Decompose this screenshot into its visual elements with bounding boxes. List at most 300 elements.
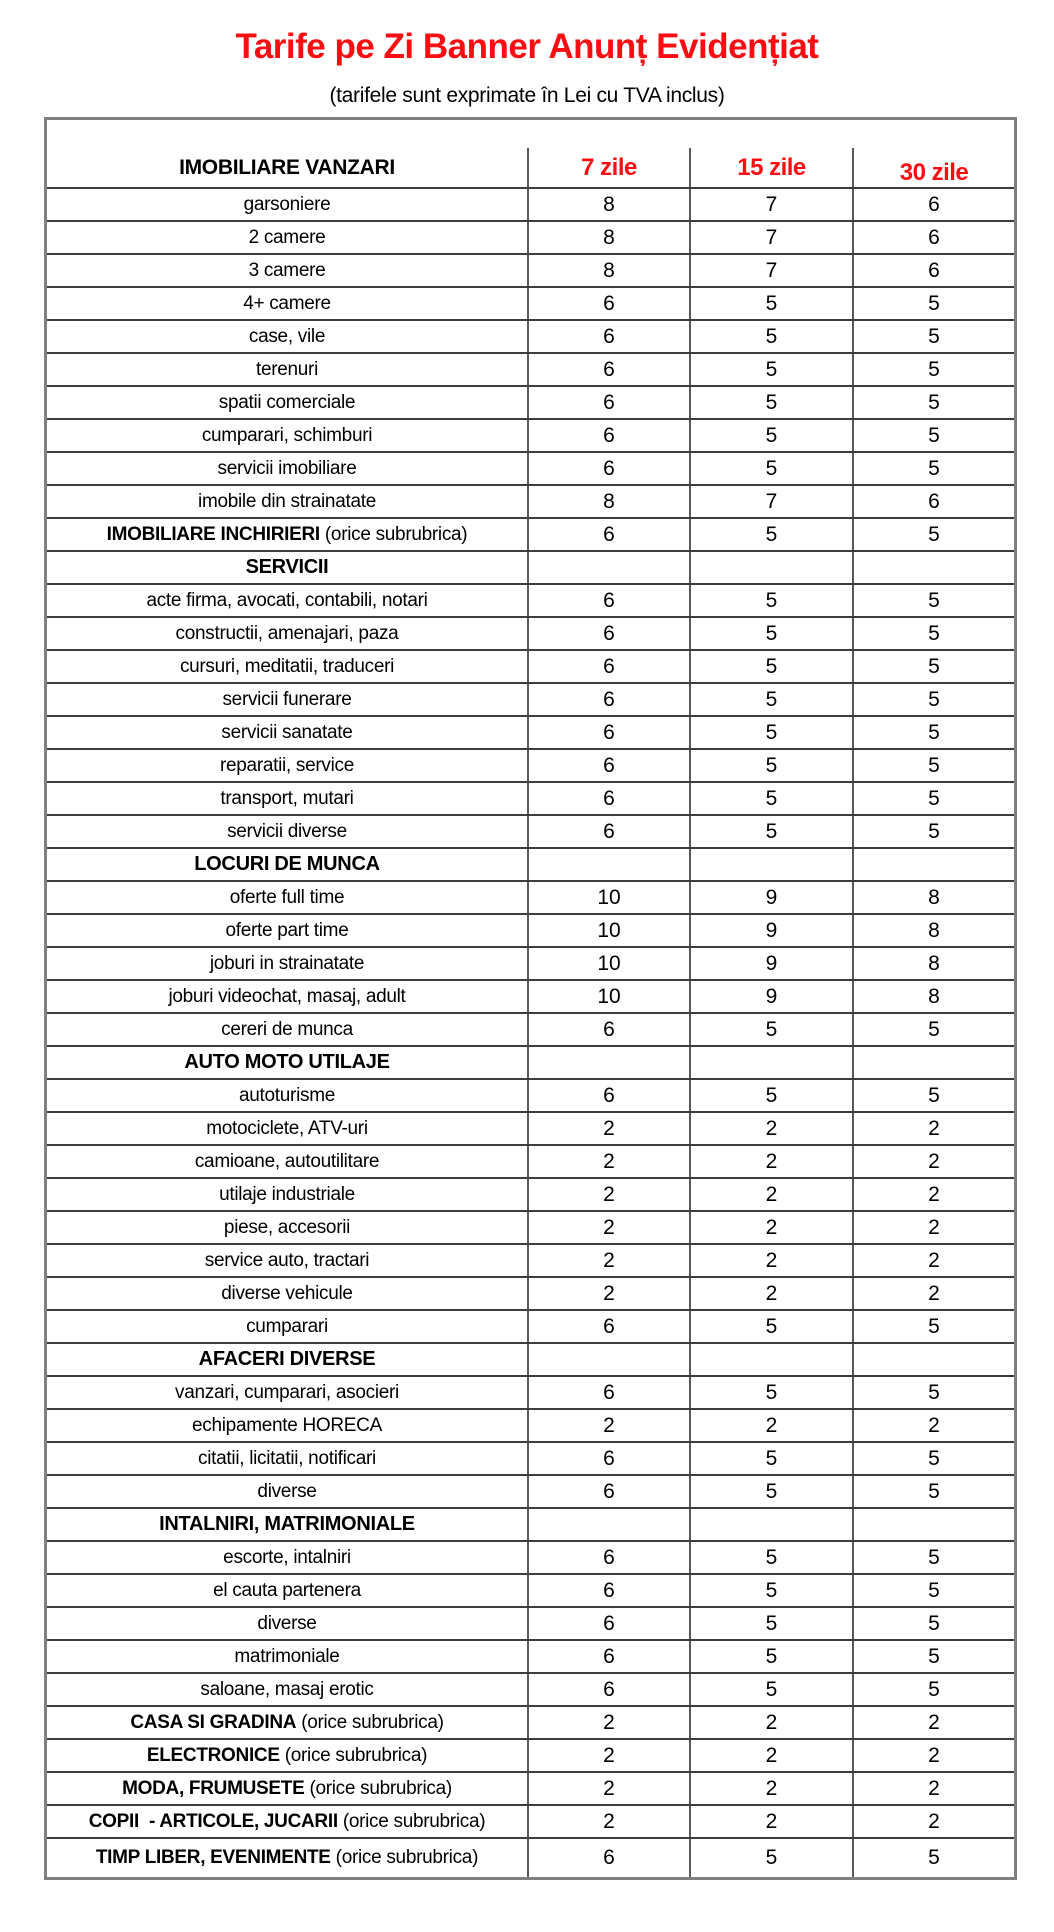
- price-15-zile: 5: [689, 1575, 852, 1606]
- row-label: [47, 915, 527, 946]
- price-7-zile: 8: [527, 222, 689, 253]
- table-body: [47, 187, 1014, 1877]
- price-30-zile: 8: [852, 948, 1014, 979]
- price-7-zile: [527, 1047, 689, 1078]
- header-col-30-zile: 30 zile: [852, 148, 1014, 187]
- table-row: [47, 1573, 1014, 1606]
- row-label: [47, 1839, 527, 1877]
- price-30-zile: 6: [852, 189, 1014, 220]
- row-label: [47, 486, 527, 517]
- price-15-zile: 5: [689, 1641, 852, 1672]
- row-label-main: echipamente HORECA: [192, 1414, 382, 1436]
- price-15-zile: 9: [689, 948, 852, 979]
- row-label-main: servicii diverse: [227, 820, 347, 842]
- price-30-zile: 5: [852, 1476, 1014, 1507]
- price-30-zile: 5: [852, 717, 1014, 748]
- price-30-zile: 5: [852, 288, 1014, 319]
- price-30-zile: 5: [852, 1080, 1014, 1111]
- price-15-zile: 7: [689, 486, 852, 517]
- row-label-main: citatii, licitatii, notificari: [198, 1447, 376, 1469]
- price-7-zile: 6: [527, 651, 689, 682]
- row-label: [47, 1542, 527, 1573]
- table-row: [47, 1408, 1014, 1441]
- price-15-zile: 7: [689, 222, 852, 253]
- price-7-zile: 6: [527, 1674, 689, 1705]
- price-7-zile: 6: [527, 684, 689, 715]
- price-15-zile: 2: [689, 1806, 852, 1837]
- row-label-main: 4+ camere: [243, 292, 331, 314]
- price-7-zile: 6: [527, 321, 689, 352]
- price-30-zile: 5: [852, 1443, 1014, 1474]
- price-15-zile: 9: [689, 915, 852, 946]
- row-label: [47, 651, 527, 682]
- price-7-zile: 8: [527, 189, 689, 220]
- table-row: [47, 1540, 1014, 1573]
- price-30-zile: 5: [852, 1542, 1014, 1573]
- row-label-main: servicii sanatate: [221, 721, 353, 743]
- row-label: [47, 717, 527, 748]
- row-label: [47, 222, 527, 253]
- table-row: [47, 352, 1014, 385]
- row-label: [47, 1344, 527, 1375]
- row-label: [47, 1509, 527, 1540]
- table-row: [47, 385, 1014, 418]
- row-label-main: service auto, tractari: [204, 1249, 370, 1271]
- table-row: [47, 1309, 1014, 1342]
- row-label-main: servicii funerare: [222, 688, 352, 710]
- row-label: [47, 1080, 527, 1111]
- table-row: [47, 1771, 1014, 1804]
- price-7-zile: 2: [527, 1146, 689, 1177]
- row-label: [47, 816, 527, 847]
- row-label: [47, 882, 527, 913]
- price-30-zile: 5: [852, 519, 1014, 550]
- price-7-zile: 6: [527, 1839, 689, 1877]
- row-label-main: diverse: [257, 1480, 317, 1502]
- table-row: [47, 847, 1014, 880]
- price-30-zile: 5: [852, 1377, 1014, 1408]
- table-row: [47, 1144, 1014, 1177]
- table-row: [47, 286, 1014, 319]
- price-30-zile: 5: [852, 783, 1014, 814]
- price-7-zile: 8: [527, 255, 689, 286]
- row-label: [47, 981, 527, 1012]
- price-30-zile: 5: [852, 453, 1014, 484]
- price-15-zile: 5: [689, 618, 852, 649]
- header-row: [47, 148, 1014, 187]
- price-15-zile: 5: [689, 1014, 852, 1045]
- price-7-zile: [527, 552, 689, 583]
- price-30-zile: 5: [852, 420, 1014, 451]
- price-7-zile: 6: [527, 1311, 689, 1342]
- row-label-main: TIMP LIBER, EVENIMENTE: [95, 1847, 331, 1868]
- table-row: [47, 550, 1014, 583]
- price-15-zile: 5: [689, 420, 852, 451]
- row-label-main: cursuri, meditatii, traduceri: [179, 655, 395, 677]
- price-30-zile: [852, 849, 1014, 880]
- price-30-zile: 5: [852, 1674, 1014, 1705]
- table-row: [47, 1111, 1014, 1144]
- price-7-zile: 6: [527, 387, 689, 418]
- row-label-suffix: (orice subrubrica): [324, 523, 468, 545]
- row-label: [47, 255, 527, 286]
- price-7-zile: 2: [527, 1806, 689, 1837]
- row-label: [47, 618, 527, 649]
- table-row: [47, 748, 1014, 781]
- price-7-zile: 2: [527, 1212, 689, 1243]
- row-label: [47, 1806, 527, 1837]
- row-label: [47, 948, 527, 979]
- price-7-zile: [527, 849, 689, 880]
- price-30-zile: 2: [852, 1179, 1014, 1210]
- table-row: [47, 1474, 1014, 1507]
- price-15-zile: 9: [689, 882, 852, 913]
- price-30-zile: 5: [852, 321, 1014, 352]
- price-15-zile: 5: [689, 1377, 852, 1408]
- row-label-suffix: (orice subrubrica): [335, 1847, 479, 1868]
- price-7-zile: 6: [527, 816, 689, 847]
- price-7-zile: 6: [527, 420, 689, 451]
- row-label-main: IMOBILIARE INCHIRIERI: [106, 523, 320, 545]
- row-label-main: garsoniere: [243, 193, 331, 215]
- row-label-main: piese, accesorii: [223, 1216, 351, 1238]
- row-label: [47, 354, 527, 385]
- row-label: [47, 1047, 527, 1078]
- table-row: [47, 1639, 1014, 1672]
- price-7-zile: 6: [527, 1377, 689, 1408]
- table-row: [47, 1672, 1014, 1705]
- row-label: [47, 750, 527, 781]
- price-30-zile: 2: [852, 1707, 1014, 1738]
- row-label-main: SERVICII: [245, 556, 329, 578]
- price-7-zile: 6: [527, 1443, 689, 1474]
- price-30-zile: 8: [852, 882, 1014, 913]
- row-label-main: motociclete, ATV-uri: [206, 1117, 368, 1139]
- table-row: [47, 1045, 1014, 1078]
- price-15-zile: 2: [689, 1740, 852, 1771]
- price-7-zile: 10: [527, 915, 689, 946]
- row-label: [47, 1113, 527, 1144]
- row-label: [47, 585, 527, 616]
- row-label-main: cumparari: [246, 1315, 328, 1337]
- price-30-zile: 5: [852, 354, 1014, 385]
- table-row: [47, 253, 1014, 286]
- price-30-zile: [852, 1344, 1014, 1375]
- row-label-main: joburi in strainatate: [209, 952, 365, 974]
- row-label-suffix: (orice subrubrica): [342, 1810, 486, 1832]
- row-label-suffix: (orice subrubrica): [284, 1744, 428, 1766]
- price-7-zile: 6: [527, 1476, 689, 1507]
- row-label-main: escorte, intalniri: [223, 1546, 351, 1568]
- table-row: [47, 1705, 1014, 1738]
- table-row: [47, 1210, 1014, 1243]
- row-label-main: spatii comerciale: [218, 391, 356, 413]
- row-label: [47, 453, 527, 484]
- row-label: [47, 1410, 527, 1441]
- price-15-zile: [689, 1344, 852, 1375]
- row-label-main: terenuri: [255, 358, 319, 380]
- row-label-main: reparatii, service: [220, 754, 354, 776]
- price-15-zile: 5: [689, 783, 852, 814]
- price-7-zile: 6: [527, 1575, 689, 1606]
- price-7-zile: 6: [527, 1542, 689, 1573]
- price-15-zile: 2: [689, 1146, 852, 1177]
- price-15-zile: 5: [689, 1839, 852, 1877]
- table-row: [47, 1012, 1014, 1045]
- row-label: [47, 1245, 527, 1276]
- price-7-zile: 6: [527, 618, 689, 649]
- price-30-zile: 8: [852, 981, 1014, 1012]
- price-30-zile: 6: [852, 222, 1014, 253]
- table-row: [47, 649, 1014, 682]
- row-label-main: diverse vehicule: [221, 1282, 353, 1304]
- price-7-zile: 2: [527, 1707, 689, 1738]
- price-7-zile: 6: [527, 288, 689, 319]
- table-row: [47, 1276, 1014, 1309]
- price-30-zile: 2: [852, 1278, 1014, 1309]
- price-15-zile: 2: [689, 1113, 852, 1144]
- price-7-zile: 6: [527, 519, 689, 550]
- row-label-main: servicii imobiliare: [217, 457, 357, 479]
- table-row: [47, 880, 1014, 913]
- price-30-zile: 5: [852, 816, 1014, 847]
- page-title: Tarife pe Zi Banner Anunț Evidențiat: [235, 27, 819, 66]
- row-label-main: oferte part time: [225, 919, 349, 941]
- table-row: [47, 1375, 1014, 1408]
- row-label-main: COPII - ARTICOLE, JUCARII: [88, 1810, 338, 1832]
- price-15-zile: 2: [689, 1773, 852, 1804]
- header-col-7-zile: 7 zile: [527, 148, 689, 187]
- price-15-zile: 2: [689, 1707, 852, 1738]
- row-label-main: joburi videochat, masaj, adult: [168, 985, 406, 1007]
- price-15-zile: 7: [689, 255, 852, 286]
- price-7-zile: 10: [527, 948, 689, 979]
- price-7-zile: 6: [527, 750, 689, 781]
- price-30-zile: 2: [852, 1410, 1014, 1441]
- row-label: [47, 1311, 527, 1342]
- price-30-zile: 5: [852, 585, 1014, 616]
- price-7-zile: 2: [527, 1245, 689, 1276]
- price-7-zile: 6: [527, 1014, 689, 1045]
- table-row: [47, 1837, 1014, 1877]
- table-row: [47, 451, 1014, 484]
- table-row: [47, 583, 1014, 616]
- price-15-zile: 5: [689, 717, 852, 748]
- row-label-main: matrimoniale: [234, 1645, 340, 1667]
- price-7-zile: 6: [527, 783, 689, 814]
- price-7-zile: 8: [527, 486, 689, 517]
- table-row: [47, 418, 1014, 451]
- price-30-zile: 5: [852, 684, 1014, 715]
- row-label-main: saloane, masaj erotic: [200, 1678, 374, 1700]
- table-row: [47, 1441, 1014, 1474]
- row-label: [47, 1146, 527, 1177]
- price-15-zile: [689, 849, 852, 880]
- pricing-table: [44, 117, 1017, 1880]
- table-row: [47, 715, 1014, 748]
- price-30-zile: 2: [852, 1212, 1014, 1243]
- price-15-zile: 5: [689, 1674, 852, 1705]
- row-label-main: oferte full time: [229, 886, 345, 908]
- row-label: [47, 387, 527, 418]
- price-15-zile: 2: [689, 1245, 852, 1276]
- price-15-zile: 7: [689, 189, 852, 220]
- table-row: [47, 1177, 1014, 1210]
- row-label-main: imobile din strainatate: [198, 490, 376, 512]
- row-label: [47, 189, 527, 220]
- price-30-zile: [852, 1047, 1014, 1078]
- price-30-zile: 5: [852, 750, 1014, 781]
- price-30-zile: 2: [852, 1245, 1014, 1276]
- table-header: [47, 120, 1014, 187]
- table-row: [47, 616, 1014, 649]
- row-label-main: diverse: [257, 1612, 317, 1634]
- price-30-zile: 5: [852, 618, 1014, 649]
- price-15-zile: 5: [689, 651, 852, 682]
- table-row: [47, 187, 1014, 220]
- table-row: [47, 1507, 1014, 1540]
- row-label: [47, 684, 527, 715]
- row-label: [47, 1212, 527, 1243]
- row-label: [47, 1641, 527, 1672]
- row-label: [47, 288, 527, 319]
- row-label-main: 3 camere: [248, 259, 326, 281]
- price-15-zile: 5: [689, 1476, 852, 1507]
- price-15-zile: [689, 1509, 852, 1540]
- row-label-main: 2 camere: [248, 226, 326, 248]
- table-row: [47, 1078, 1014, 1111]
- row-label: [47, 1740, 527, 1771]
- price-15-zile: 2: [689, 1212, 852, 1243]
- price-15-zile: 5: [689, 1080, 852, 1111]
- table-row: [47, 946, 1014, 979]
- price-15-zile: 5: [689, 816, 852, 847]
- table-row: [47, 1342, 1014, 1375]
- row-label: [47, 1278, 527, 1309]
- price-15-zile: 5: [689, 354, 852, 385]
- price-7-zile: 2: [527, 1278, 689, 1309]
- row-label-main: acte firma, avocati, contabili, notari: [146, 589, 428, 611]
- price-15-zile: 5: [689, 1542, 852, 1573]
- price-15-zile: 5: [689, 453, 852, 484]
- price-7-zile: 2: [527, 1773, 689, 1804]
- table-row: [47, 814, 1014, 847]
- row-label: [47, 420, 527, 451]
- price-30-zile: [852, 552, 1014, 583]
- price-15-zile: 5: [689, 1311, 852, 1342]
- row-label-main: case, vile: [248, 325, 326, 347]
- row-label-main: LOCURI DE MUNCA: [194, 853, 380, 875]
- row-label-main: CASA SI GRADINA: [130, 1711, 297, 1733]
- row-label: [47, 1377, 527, 1408]
- row-label: [47, 1014, 527, 1045]
- table-row: [47, 913, 1014, 946]
- price-30-zile: 2: [852, 1773, 1014, 1804]
- table-row: [47, 682, 1014, 715]
- price-30-zile: 6: [852, 255, 1014, 286]
- row-label-main: constructii, amenajari, paza: [175, 622, 399, 644]
- price-7-zile: 6: [527, 453, 689, 484]
- price-7-zile: 2: [527, 1113, 689, 1144]
- row-label: [47, 1575, 527, 1606]
- row-label-suffix: (orice subrubrica): [309, 1777, 452, 1799]
- price-15-zile: 5: [689, 585, 852, 616]
- price-7-zile: 6: [527, 585, 689, 616]
- price-15-zile: 9: [689, 981, 852, 1012]
- row-label-main: utilaje industriale: [219, 1183, 355, 1205]
- price-30-zile: 5: [852, 1641, 1014, 1672]
- price-7-zile: [527, 1509, 689, 1540]
- row-label: [47, 1608, 527, 1639]
- row-label: [47, 1773, 527, 1804]
- header-spacer: [47, 120, 1014, 148]
- price-15-zile: 5: [689, 519, 852, 550]
- page-subtitle: (tarifele sunt exprimate în Lei cu TVA inclus): [329, 84, 725, 107]
- price-30-zile: 6: [852, 486, 1014, 517]
- price-7-zile: 2: [527, 1410, 689, 1441]
- price-7-zile: 6: [527, 1080, 689, 1111]
- table-row: [47, 517, 1014, 550]
- price-15-zile: 2: [689, 1179, 852, 1210]
- row-label: [47, 1476, 527, 1507]
- table-row: [47, 1243, 1014, 1276]
- price-15-zile: 5: [689, 387, 852, 418]
- row-label-main: AFACERI DIVERSE: [198, 1348, 376, 1370]
- row-label-main: MODA, FRUMUSETE: [122, 1777, 305, 1799]
- price-7-zile: 6: [527, 717, 689, 748]
- row-label: [47, 783, 527, 814]
- price-30-zile: 5: [852, 387, 1014, 418]
- row-label: [47, 1443, 527, 1474]
- row-label-main: AUTO MOTO UTILAJE: [184, 1051, 390, 1073]
- price-30-zile: 8: [852, 915, 1014, 946]
- table-row: [47, 781, 1014, 814]
- header-col-15-zile: 15 zile: [689, 148, 852, 187]
- row-label-main: vanzari, cumparari, asocieri: [175, 1381, 399, 1403]
- price-15-zile: [689, 1047, 852, 1078]
- row-label: [47, 321, 527, 352]
- price-15-zile: 2: [689, 1410, 852, 1441]
- table-row: [47, 484, 1014, 517]
- price-30-zile: 2: [852, 1806, 1014, 1837]
- price-15-zile: 2: [689, 1278, 852, 1309]
- row-label: [47, 849, 527, 880]
- table-row: [47, 979, 1014, 1012]
- price-7-zile: 6: [527, 354, 689, 385]
- price-30-zile: 2: [852, 1740, 1014, 1771]
- row-label-suffix: (orice subrubrica): [301, 1711, 444, 1733]
- price-30-zile: 5: [852, 1608, 1014, 1639]
- row-label: [47, 1674, 527, 1705]
- row-label-main: cumparari, schimburi: [201, 424, 373, 446]
- price-7-zile: 2: [527, 1179, 689, 1210]
- price-7-zile: 6: [527, 1641, 689, 1672]
- price-15-zile: 5: [689, 1443, 852, 1474]
- price-30-zile: 5: [852, 1575, 1014, 1606]
- price-30-zile: 5: [852, 1014, 1014, 1045]
- price-7-zile: 2: [527, 1740, 689, 1771]
- row-label-main: transport, mutari: [220, 787, 354, 809]
- price-15-zile: 5: [689, 1608, 852, 1639]
- row-label: [47, 552, 527, 583]
- price-30-zile: 5: [852, 1839, 1014, 1877]
- row-label-main: autoturisme: [239, 1084, 335, 1106]
- row-label: [47, 1179, 527, 1210]
- price-7-zile: [527, 1344, 689, 1375]
- price-15-zile: 5: [689, 684, 852, 715]
- table-row: [47, 1738, 1014, 1771]
- table-row: [47, 1804, 1014, 1837]
